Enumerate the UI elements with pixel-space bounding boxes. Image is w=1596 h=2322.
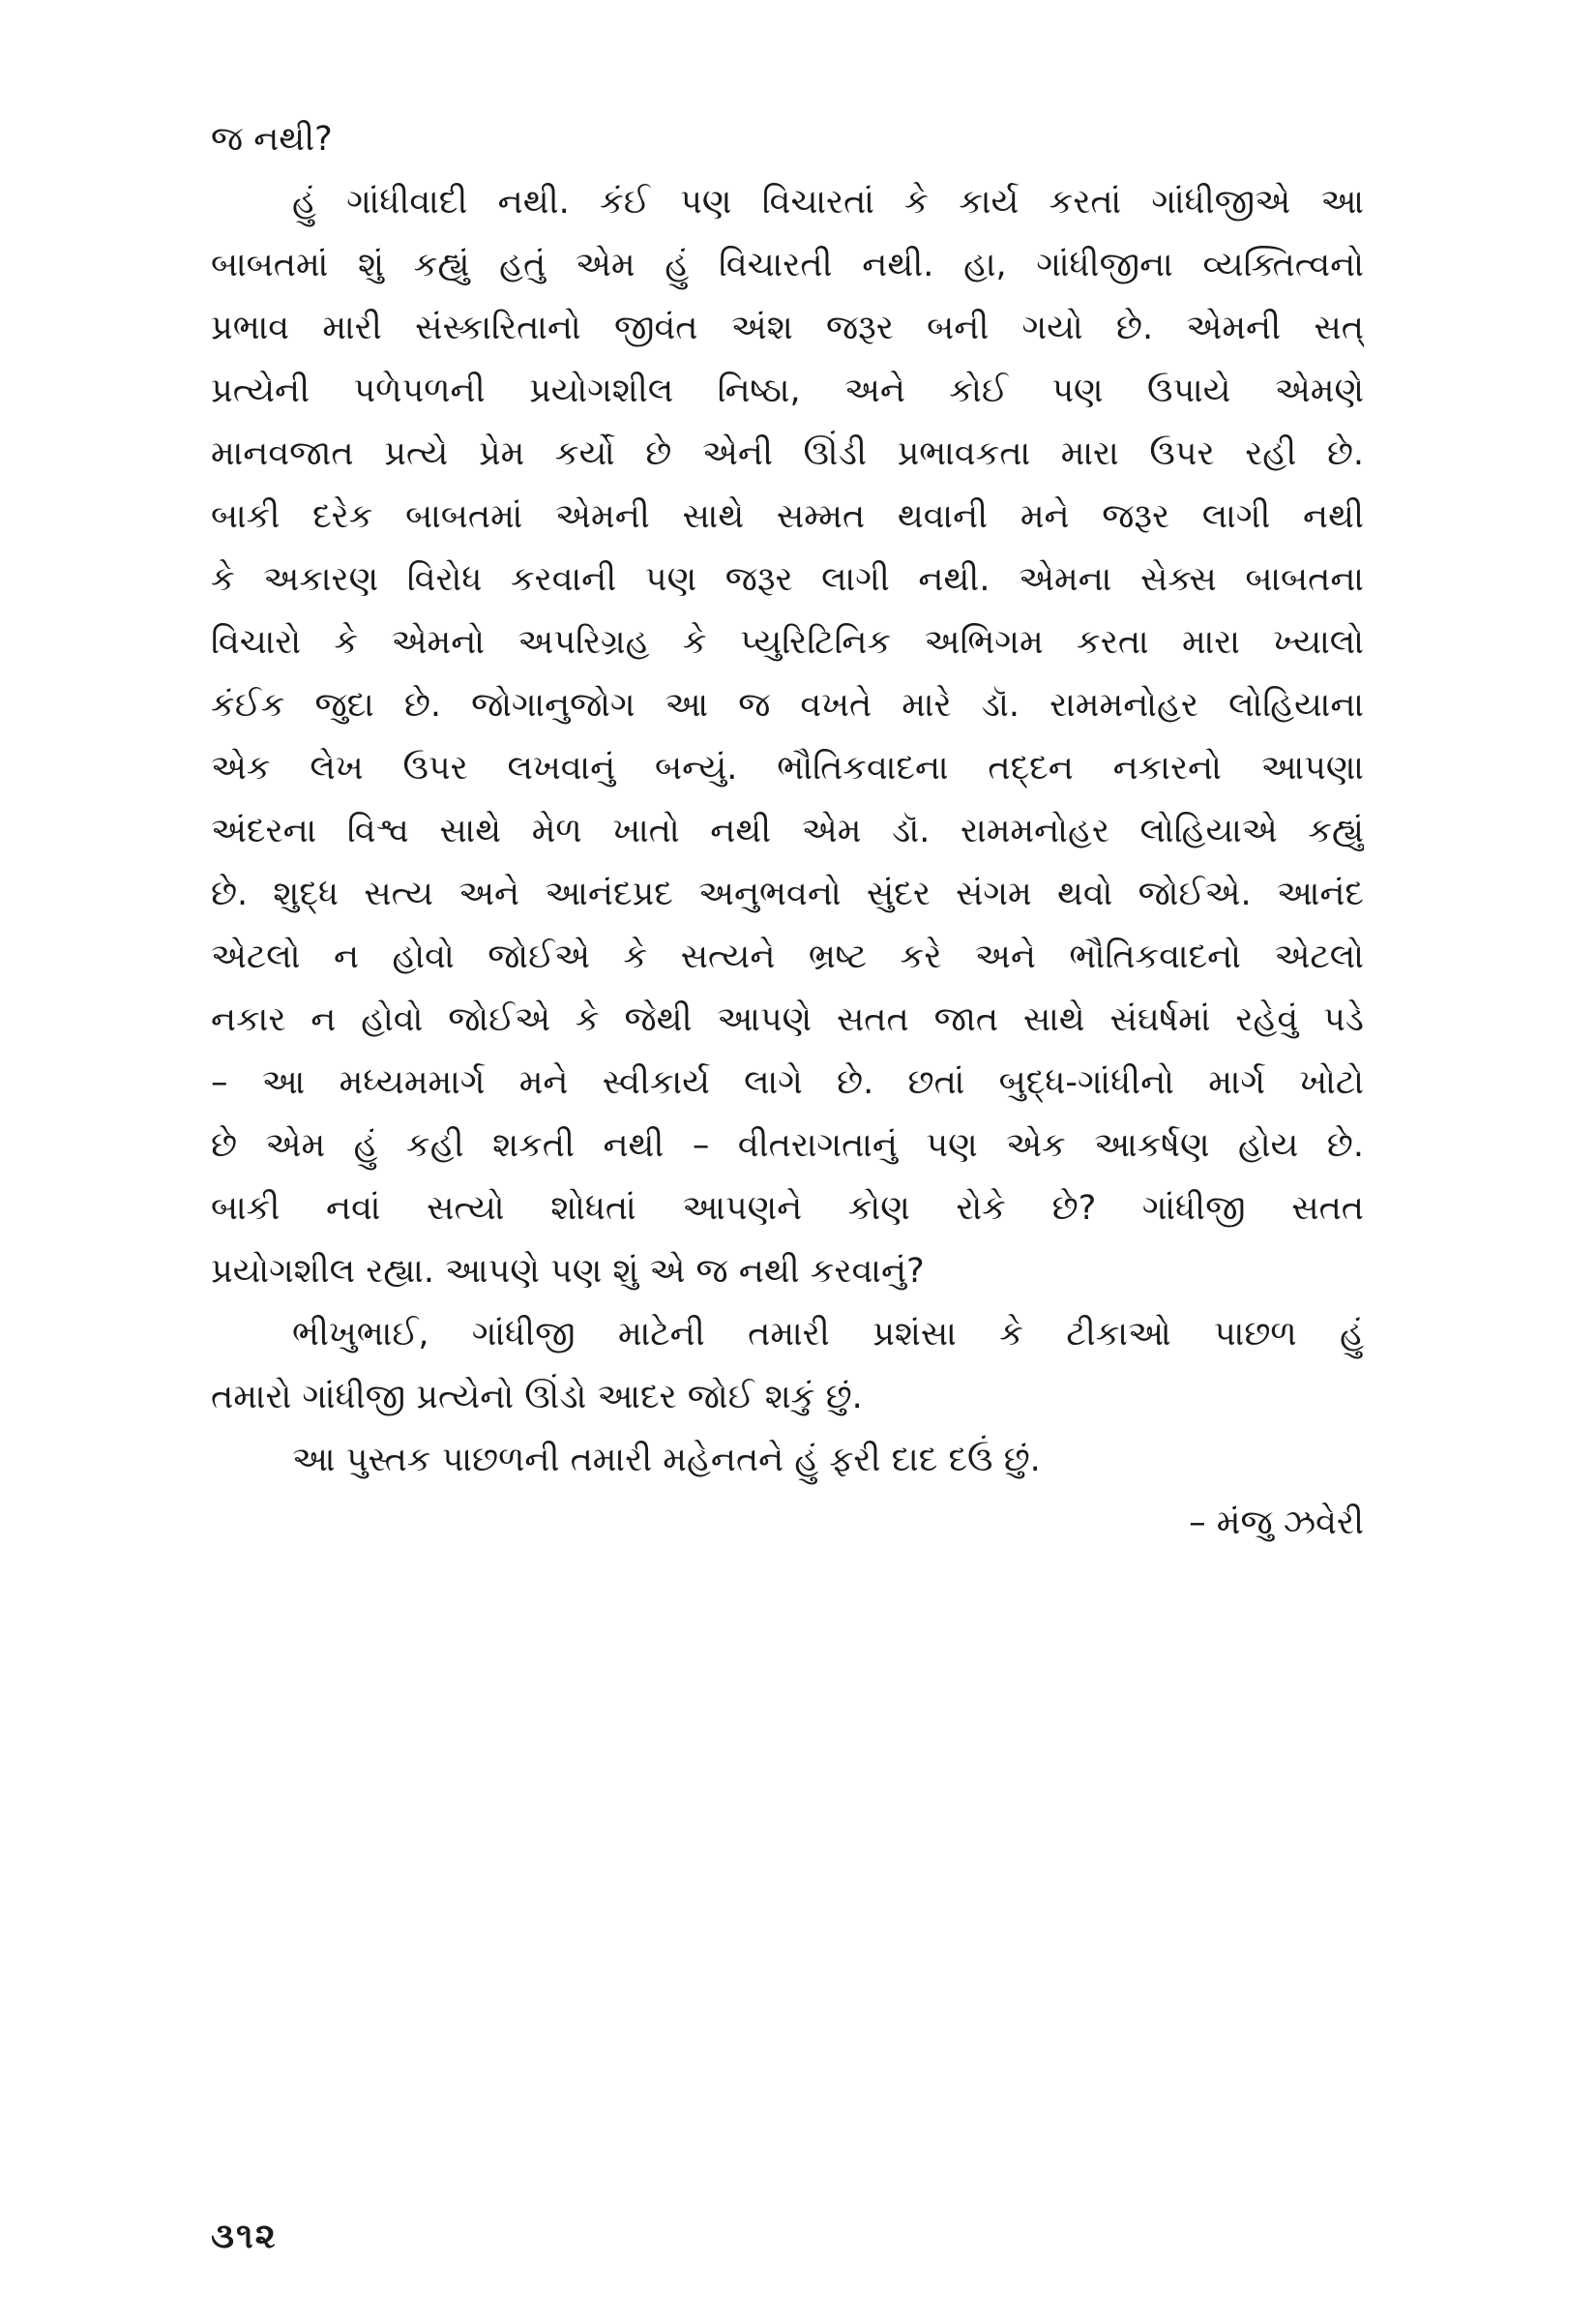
author-signature: – મંજુ ઝવેરી [1189, 1503, 1364, 1542]
paragraph-1-line: અંદરના વિશ્વ સાથે મેળ ખાતો નથી એમ ડૉ. રામમનોહર લોહિયાએ કહ્યું [211, 812, 1364, 850]
paragraph-1-line: છે. શુદ્ધ સત્ય અને આનંદપ્રદ અનુભવનો સુંદર સંગમ થવો જોઈએ. આનંદ [211, 875, 1364, 913]
paragraph-2 [211, 1303, 1364, 1429]
paragraph-1-line: વિચારો કે એમનો અપરિગ્રહ કે પ્યુરિટિનિક અભિગમ કરતા મારા ખ્યાલો [211, 623, 1364, 662]
paragraph-1-line: કે અકારણ વિરોધ કરવાની પણ જરૂર લાગી નથી. એમના સેક્સ બાબતના [211, 560, 1364, 599]
paragraph-3 [211, 1429, 1364, 1492]
paragraph-3-line: આ પુસ્તક પાછળની તમારી મહેનતને હું ફરી દાદ દઉં છું. [292, 1441, 1041, 1479]
paragraph-1-line: એક લેખ ઉપર લખવાનું બન્યું. ભૌતિકવાદના તદ્દન નકારનો આપણા [211, 749, 1364, 788]
paragraph-1-line: પ્રત્યેની પળેપળની પ્રયોગશીલ નિષ્ઠા, અને કોઈ પણ ઉપાયે એમણે [211, 372, 1364, 410]
paragraph-1 [211, 171, 1364, 1303]
paragraph-1-line: એટલો ન હોવો જોઈએ કે સત્યને ભ્રષ્ટ કરે અને ભૌતિકવાદનો એટલો [211, 938, 1364, 976]
paragraph-1-line: પ્રયોગશીલ રહ્યા. આપણે પણ શું એ જ નથી કરવાનું? [211, 1252, 925, 1291]
paragraph-1-line: બાબતમાં શું કહ્યું હતું એમ હું વિચારતી નથી. હા, ગાંધીજીના વ્યક્તિત્વનો [211, 246, 1364, 284]
paragraph-1-line: માનવજાત પ્રત્યે પ્રેમ કર્યો છે એની ઊંડી પ્રભાવકતા મારા ઉપર રહી છે. [211, 434, 1364, 473]
page-number: ૩૧૨ [211, 2217, 278, 2256]
paragraph-1-line: – આ મધ્યમમાર્ગ મને સ્વીકાર્ય લાગે છે. છતાં બુદ્ધ-ગાંધીનો માર્ગ ખોટો [211, 1063, 1364, 1102]
paragraph-1-line: પ્રભાવ મારી સંસ્કારિતાનો જીવંત અંશ જરૂર બની ગયો છે. એમની સત્ [211, 309, 1364, 347]
body-text [211, 108, 1364, 1555]
paragraph-1-line: નકાર ન હોવો જોઈએ કે જેથી આપણે સતત જાત સાથે સંઘર્ષમાં રહેવું પડે [211, 1000, 1364, 1039]
paragraph-1-line: હું ગાંધીવાદી નથી. કંઈ પણ વિચારતાં કે કાર્ય કરતાં ગાંધીજીએ આ [292, 183, 1364, 222]
paragraph-2-line: ભીખુભાઈ, ગાંધીજી માટેની તમારી પ્રશંસા કે ટીકાઓ પાછળ હું [292, 1315, 1364, 1354]
paragraph-1-line: બાકી દરેક બાબતમાં એમની સાથે સમ્મત થવાની મને જરૂર લાગી નથી [211, 497, 1364, 536]
paragraph-1-line: કંઈક જુદા છે. જોગાનુજોગ આ જ વખતે મારે ડૉ. રામમનોહર લોહિયાના [211, 686, 1364, 725]
opening-line: જ નથી? [211, 120, 333, 159]
paragraph-1-line: બાકી નવાં સત્યો શોધતાં આપણને કોણ રોકે છે? ગાંધીજી સતત [211, 1189, 1364, 1228]
paragraph-2-line: તમારો ગાંધીજી પ્રત્યેનો ઊંડો આદર જોઈ શકું છું. [211, 1378, 863, 1416]
paragraph-1-line: છે એમ હું કહી શકતી નથી – વીતરાગતાનું પણ એક આકર્ષણ હોય છે. [211, 1126, 1364, 1165]
